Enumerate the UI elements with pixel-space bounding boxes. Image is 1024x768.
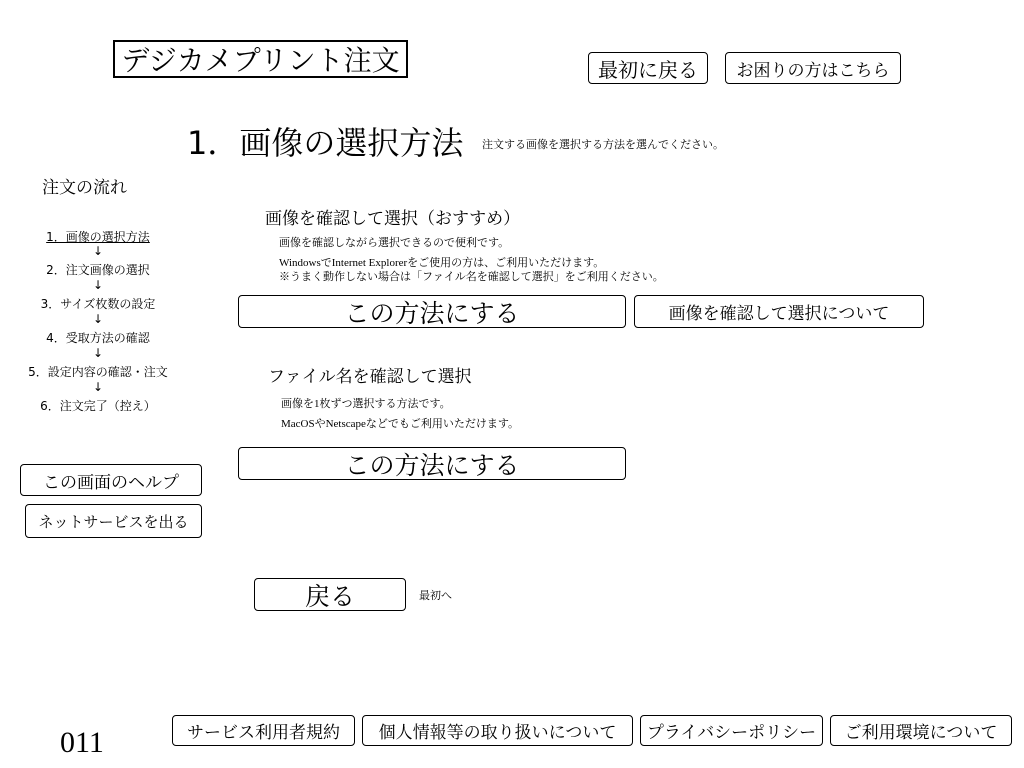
down-arrow-icon: ↓ bbox=[92, 312, 104, 326]
option-desc-line: MacOSやNetscapeなどでもご利用いただけます。 bbox=[281, 418, 520, 430]
back-note: 最初へ bbox=[419, 589, 452, 602]
flow-step-1: 1．画像の選択方法 bbox=[46, 230, 150, 244]
footer-terms-link[interactable]: サービス利用者規約 bbox=[172, 715, 355, 746]
flow-step-5: 5．設定内容の確認・注文 bbox=[28, 365, 168, 379]
option-title-visual: 画像を確認して選択（おすすめ） bbox=[265, 209, 521, 229]
flow-step-4: 4．受取方法の確認 bbox=[46, 331, 150, 345]
down-arrow-icon: ↓ bbox=[92, 346, 104, 360]
flow-step-2: 2．注文画像の選択 bbox=[46, 263, 150, 277]
down-arrow-icon: ↓ bbox=[92, 244, 104, 258]
app-title: デジカメプリント注文 bbox=[113, 40, 408, 78]
down-arrow-icon: ↓ bbox=[92, 278, 104, 292]
flow-step-3: 3．サイズ枚数の設定 bbox=[40, 297, 156, 311]
option-title-filename: ファイル名を確認して選択 bbox=[268, 367, 472, 387]
order-flow-title: 注文の流れ bbox=[42, 178, 127, 198]
about-visual-method-button[interactable]: 画像を確認して選択について bbox=[634, 295, 924, 328]
step-heading: 1．画像の選択方法 bbox=[187, 124, 464, 162]
footer-personal-info-link[interactable]: 個人情報等の取り扱いについて bbox=[362, 715, 633, 746]
flow-step-6: 6．注文完了（控え） bbox=[40, 399, 156, 413]
option-desc-line: WindowsでInternet Explorerをご使用の方は、ご利用いただけます。 bbox=[279, 257, 605, 269]
option-desc-line: ※うまく動作しない場合は「ファイル名を確認して選択」をご利用ください。 bbox=[279, 271, 664, 283]
footer-privacy-policy-link[interactable]: プライバシーポリシー bbox=[640, 715, 823, 746]
exit-service-button[interactable]: ネットサービスを出る bbox=[25, 504, 202, 538]
help-contact-button[interactable]: お困りの方はこちら bbox=[725, 52, 901, 84]
choose-visual-method-button[interactable]: この方法にする bbox=[238, 295, 626, 328]
step-subtitle: 注文する画像を選択する方法を選んでください。 bbox=[482, 138, 724, 151]
page-number: 011 bbox=[60, 726, 104, 759]
down-arrow-icon: ↓ bbox=[92, 380, 104, 394]
option-desc-line: 画像を確認しながら選択できるので便利です。 bbox=[279, 237, 510, 249]
back-button[interactable]: 戻る bbox=[254, 578, 406, 611]
option-desc-line: 画像を1枚ずつ選択する方法です。 bbox=[281, 398, 451, 410]
footer-environment-link[interactable]: ご利用環境について bbox=[830, 715, 1012, 746]
back-to-top-button[interactable]: 最初に戻る bbox=[588, 52, 708, 84]
choose-filename-method-button[interactable]: この方法にする bbox=[238, 447, 626, 480]
screen-help-button[interactable]: この画面のヘルプ bbox=[20, 464, 202, 496]
